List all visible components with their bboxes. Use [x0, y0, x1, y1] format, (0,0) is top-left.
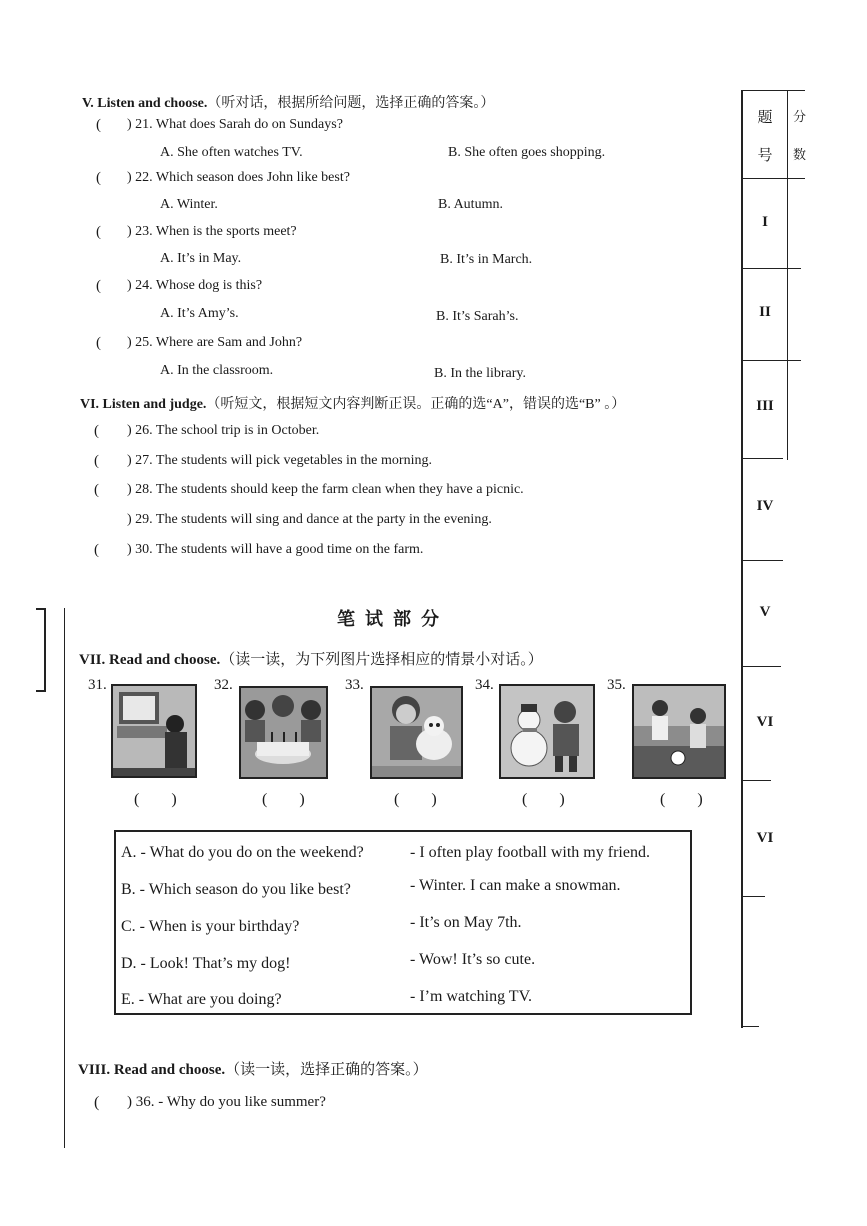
table-line [743, 560, 783, 561]
header-col2-char1: 分 [793, 109, 807, 124]
dialogue-e-question: E. - What are you doing? [121, 991, 282, 1008]
section-6-instruction: （听短文，根据短文内容判断正误。正确的选“A”，错误的选“B” 。） [206, 397, 626, 412]
answer-bracket[interactable]: ( [94, 423, 99, 439]
playing-football-picture [632, 684, 726, 779]
header-col2-char2: 数 [793, 147, 807, 162]
question-23: ) 23. When is the sports meet? [127, 224, 297, 239]
judge-29: ) 29. The students will sing and dance at the party in the evening. [127, 512, 492, 527]
section-7-instruction: （读一读，为下列图片选择相应的情景小对话。） [220, 652, 543, 668]
section-6-title: VI. Listen and judge. [80, 397, 207, 412]
option-21-a[interactable]: A. She often watches TV. [160, 145, 303, 160]
table-line [743, 178, 805, 179]
table-line [743, 458, 783, 459]
answer-bracket-32[interactable]: ( ) [262, 791, 305, 808]
table-line [743, 666, 781, 667]
watching-tv-picture [111, 684, 197, 778]
answer-bracket[interactable]: ( [94, 453, 99, 469]
answer-bracket[interactable]: ( [94, 1094, 100, 1111]
written-section-title: 笔试部分 [337, 609, 449, 629]
table-line [743, 896, 765, 897]
option-24-a[interactable]: A. It’s Amy’s. [160, 306, 239, 321]
question-24: ) 24. Whose dog is this? [127, 278, 263, 293]
birthday-party-picture [239, 686, 328, 779]
table-line [743, 1026, 759, 1027]
option-22-b[interactable]: B. Autumn. [438, 197, 503, 212]
row-label-2: II [759, 304, 771, 320]
answer-bracket[interactable]: ( [96, 278, 101, 294]
judge-27: ) 27. The students will pick vegetables in the morning. [127, 453, 432, 468]
option-23-a[interactable]: A. It’s in May. [160, 251, 242, 266]
answer-bracket[interactable]: ( [96, 117, 101, 133]
picture-number: 31. [88, 677, 107, 693]
question-25: ) 25. Where are Sam and John? [127, 335, 303, 350]
section-6-header [80, 393, 625, 413]
row-label-7: VI [756, 830, 774, 846]
option-22-a[interactable]: A. Winter. [160, 197, 218, 212]
score-table [741, 90, 805, 1028]
picture-number: 34. [475, 677, 494, 693]
option-25-b[interactable]: B. In the library. [434, 366, 527, 381]
table-line [743, 780, 771, 781]
section-5-instruction: （听对话，根据所给问题，选择正确的答案。） [207, 96, 495, 111]
section-5-header [82, 92, 494, 112]
picture-number: 32. [214, 677, 233, 693]
judge-26: ) 26. The school trip is in October. [127, 423, 320, 438]
table-line [743, 360, 801, 361]
judge-30: ) 30. The students will have a good time on the farm. [127, 542, 424, 557]
answer-bracket[interactable]: ( [96, 170, 101, 186]
dialogue-d-answer: - Wow! It’s so cute. [410, 951, 536, 968]
dialogue-c-question: C. - When is your birthday? [121, 918, 300, 935]
margin-line [64, 608, 65, 1148]
section-7-header [79, 648, 543, 669]
row-label-6: VI [756, 714, 774, 730]
option-21-b[interactable]: B. She often goes shopping. [448, 145, 606, 160]
answer-bracket[interactable]: ( [96, 335, 101, 351]
answer-bracket-33[interactable]: ( ) [394, 791, 437, 808]
table-line [743, 268, 801, 269]
row-label-4: IV [756, 498, 774, 514]
question-22: ) 22. Which season does John like best? [127, 170, 350, 185]
answer-bracket[interactable]: ( [94, 482, 99, 498]
answer-bracket[interactable]: ( [96, 224, 101, 240]
section-8-instruction: （读一读，选择正确的答案。） [225, 1062, 428, 1078]
picture-number: 35. [607, 677, 626, 693]
dialogue-b-question: B. - Which season do you like best? [121, 881, 351, 898]
option-25-a[interactable]: A. In the classroom. [160, 363, 274, 378]
score-table-divider [787, 90, 788, 460]
section-7-title: VII. Read and choose. [79, 652, 221, 668]
dialogue-a-question: A. - What do you do on the weekend? [121, 844, 364, 861]
answer-bracket-35[interactable]: ( ) [660, 791, 703, 808]
dialogue-e-answer: - I’m watching TV. [410, 988, 533, 1005]
dialogue-b-answer: - Winter. I can make a snowman. [410, 877, 621, 894]
section-8-title: VIII. Read and choose. [78, 1062, 226, 1078]
margin-bracket [36, 608, 46, 692]
picture-number: 33. [345, 677, 364, 693]
snowman-picture [499, 684, 595, 779]
header-col1-char1: 题 [757, 110, 773, 126]
row-label-5: V [759, 604, 771, 620]
answer-bracket-34[interactable]: ( ) [522, 791, 565, 808]
table-line [743, 90, 805, 91]
dialogue-d-question: D. - Look! That’s my dog! [121, 955, 291, 972]
answer-bracket-31[interactable]: ( ) [134, 791, 177, 808]
dialogue-c-answer: - It’s on May 7th. [410, 914, 522, 931]
section-8-header [78, 1058, 428, 1079]
answer-bracket[interactable]: ( [94, 542, 99, 558]
header-col1-char2: 号 [757, 148, 773, 164]
dialogue-a-answer: - I often play football with my friend. [410, 844, 650, 861]
question-21: ) 21. What does Sarah do on Sundays? [127, 117, 343, 132]
row-label-1: I [762, 214, 768, 230]
section-5-title: V. Listen and choose. [82, 96, 208, 111]
question-36: ) 36. - Why do you like summer? [127, 1094, 326, 1110]
row-label-3: III [756, 398, 774, 414]
judge-28: ) 28. The students should keep the farm clean when they have a picnic. [127, 482, 524, 497]
option-23-b[interactable]: B. It’s in March. [440, 252, 533, 267]
boy-with-dog-picture [370, 686, 463, 779]
option-24-b[interactable]: B. It’s Sarah’s. [436, 309, 519, 324]
